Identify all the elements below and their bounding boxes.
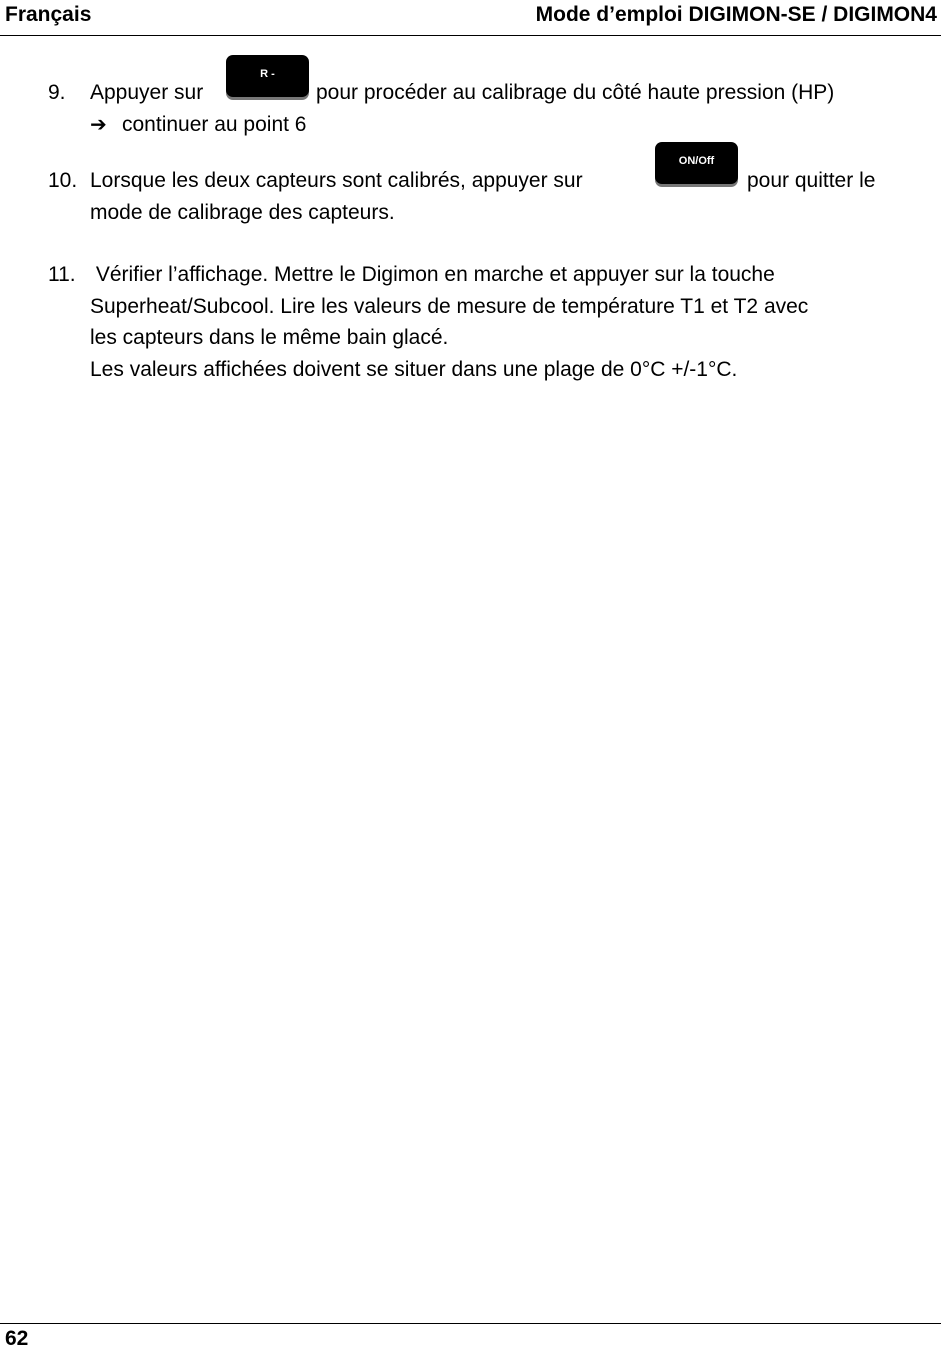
page-number: 62 bbox=[5, 1327, 29, 1350]
r-minus-key-icon bbox=[226, 55, 309, 97]
step-number: 10. bbox=[48, 169, 78, 192]
step-text: mode de calibrage des capteurs. bbox=[90, 201, 395, 224]
header-manual-title: Mode d’emploi DIGIMON-SE / DIGIMON4 bbox=[535, 3, 937, 26]
step-text: Vérifier l’affichage. Mettre le Digimon en marche et appuyer sur la touche bbox=[90, 263, 775, 286]
step-text: pour quitter le bbox=[747, 169, 876, 192]
step-text: pour procéder au calibrage du côté haute pression (HP) bbox=[316, 81, 835, 104]
step-text: Les valeurs affichées doivent se situer dans une plage de 0°C +/-1°C. bbox=[90, 358, 738, 381]
step-text: Appuyer sur bbox=[90, 81, 204, 104]
step-text: Superheat/Subcool. Lire les valeurs de mesure de température T1 et T2 avec bbox=[90, 295, 809, 318]
step-number: 9. bbox=[48, 81, 66, 104]
step-text: Lorsque les deux capteurs sont calibrés, appuyer sur bbox=[90, 169, 583, 192]
key-label: ON/Off bbox=[678, 155, 715, 167]
page-header bbox=[0, 0, 941, 36]
step-text: continuer au point 6 bbox=[122, 113, 307, 136]
on-off-key-icon bbox=[655, 142, 738, 184]
arrow-right-icon: ➔ bbox=[90, 112, 107, 136]
page-footer bbox=[0, 1323, 941, 1350]
step-text: les capteurs dans le même bain glacé. bbox=[90, 326, 449, 349]
header-language: Français bbox=[5, 3, 92, 26]
key-label: R - bbox=[260, 68, 275, 80]
step-number: 11. bbox=[48, 263, 76, 286]
